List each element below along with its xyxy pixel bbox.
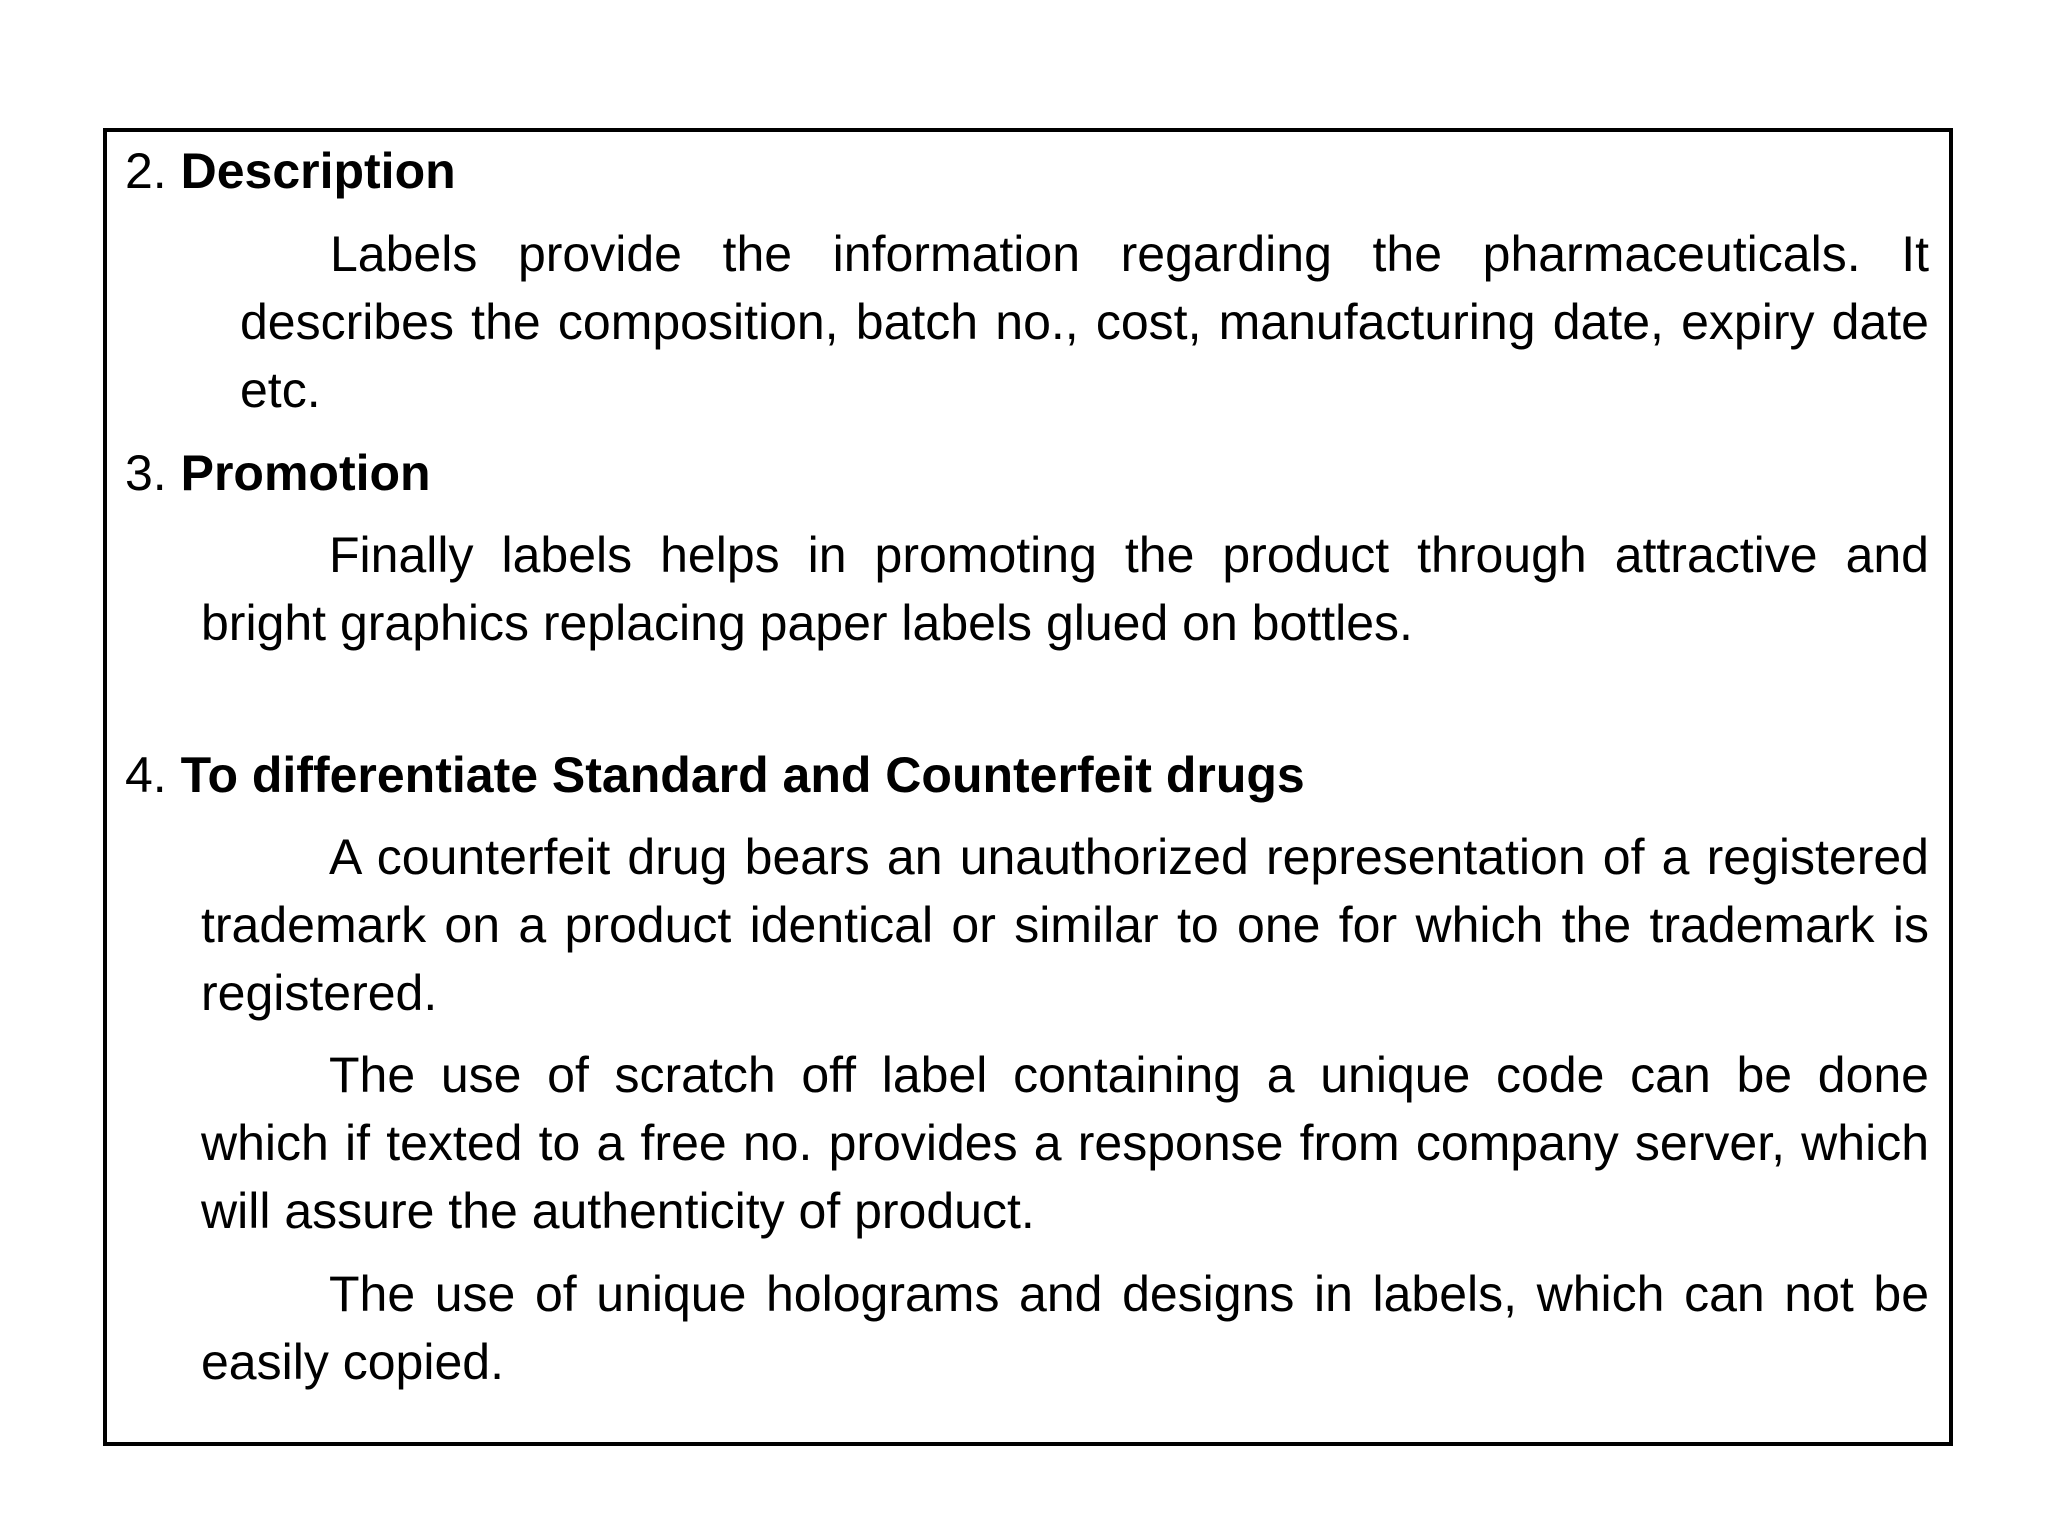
section-heading-description xyxy=(125,141,456,201)
counterfeit-paragraph-1: A counterfeit drug bears an unauthorized representation of a registered trademark on a product identical or similar to one for which the trademark is registered. xyxy=(201,829,1929,1021)
counterfeit-paragraph-3: The use of unique holograms and designs in labels, which can not be easily copied. xyxy=(201,1266,1929,1390)
section-number: 4. xyxy=(125,747,167,803)
promotion-paragraph: Finally labels helps in promoting the product through attractive and bright graphics replacing paper labels glued on bottles. xyxy=(201,527,1929,651)
description-paragraph: Labels provide the information regarding the pharmaceuticals. It describes the composition, batch no., cost, manufacturing date, expiry date etc. xyxy=(240,226,1929,418)
section-number: 3. xyxy=(125,445,167,501)
section-title: Promotion xyxy=(180,445,431,501)
counterfeit-paragraph-2: The use of scratch off label containing a unique code can be done which if texted to a free no. provides a response from company server, which will assure the authenticity of product. xyxy=(201,1047,1929,1239)
section-title: Description xyxy=(180,143,456,199)
section-number: 2. xyxy=(125,143,167,199)
section-heading-promotion xyxy=(125,443,431,503)
section-heading-counterfeit xyxy=(125,745,1305,805)
section-title: To differentiate Standard and Counterfeit drugs xyxy=(180,747,1305,803)
